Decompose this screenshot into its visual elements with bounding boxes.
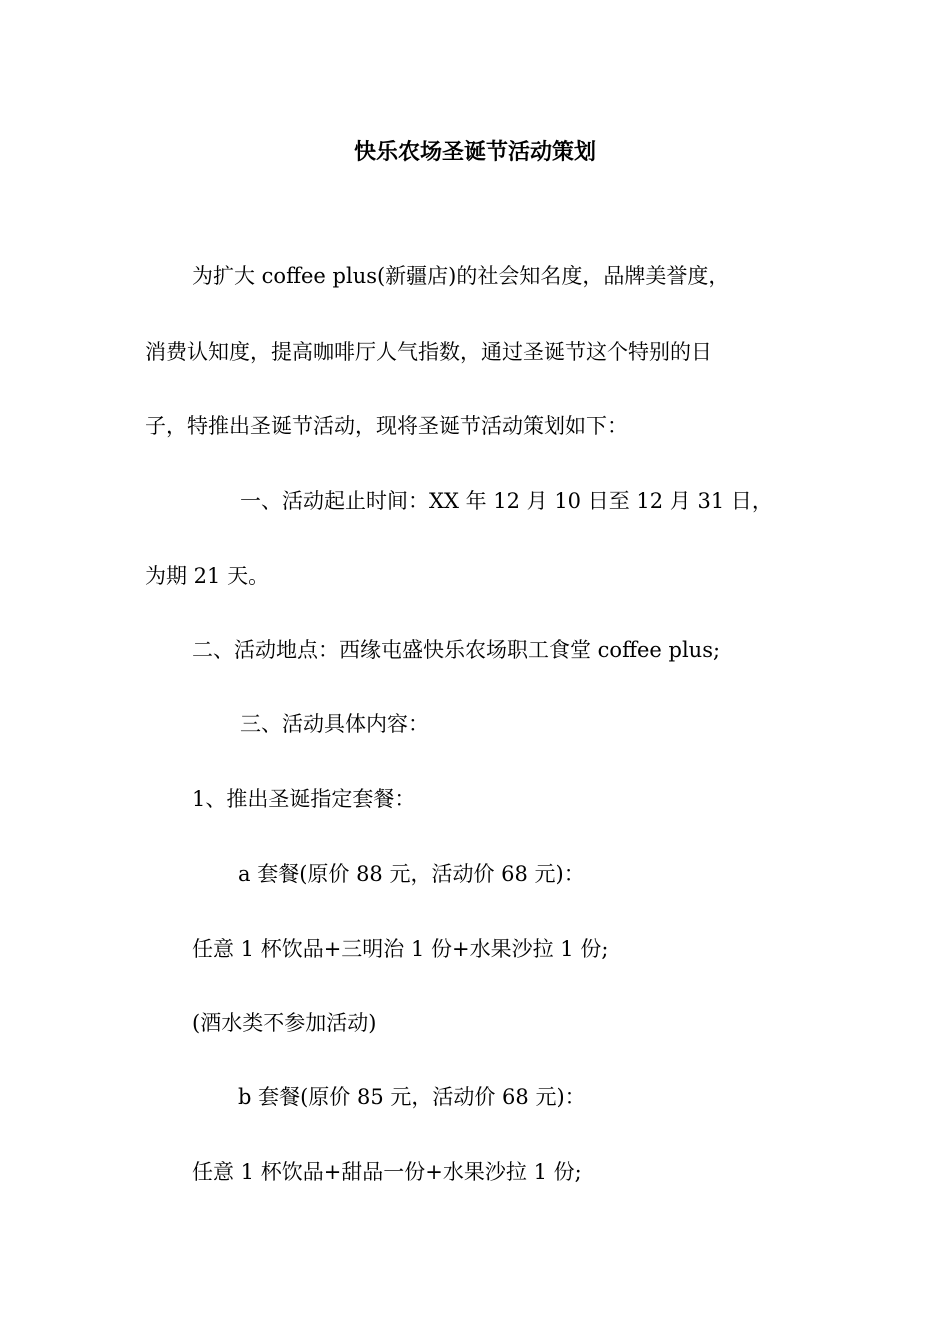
package-a-heading: a 套餐(原价 88 元，活动价 68 元)： xyxy=(238,862,585,886)
document-title: 快乐农场圣诞节活动策划 xyxy=(353,139,596,165)
section2-line: 二、活动地点：西缘屯盛快乐农场职工食堂 coffee plus; xyxy=(192,638,721,662)
intro-line-1: 为扩大 coffee plus(新疆店)的社会知名度，品牌美誉度， xyxy=(192,264,730,288)
intro-line-2: 消费认知度，提高咖啡厅人气指数，通过圣诞节这个特别的日 xyxy=(145,340,712,364)
item1-line: 1、推出圣诞指定套餐： xyxy=(192,787,416,811)
section1-line-1: 一、活动起止时间：XX 年 12 月 10 日至 12 月 31 日， xyxy=(240,489,773,513)
section1-line-2: 为期 21 天。 xyxy=(145,564,270,588)
package-b-content: 任意 1 杯饮品+甜品一份+水果沙拉 1 份; xyxy=(192,1160,582,1184)
package-b-heading: b 套餐(原价 85 元，活动价 68 元)： xyxy=(238,1085,586,1109)
section3-line: 三、活动具体内容： xyxy=(240,712,429,736)
package-a-content: 任意 1 杯饮品+三明治 1 份+水果沙拉 1 份; xyxy=(192,937,609,961)
package-a-note: (酒水类不参加活动) xyxy=(192,1011,377,1035)
intro-line-3: 子，特推出圣诞节活动，现将圣诞节活动策划如下： xyxy=(145,414,628,438)
